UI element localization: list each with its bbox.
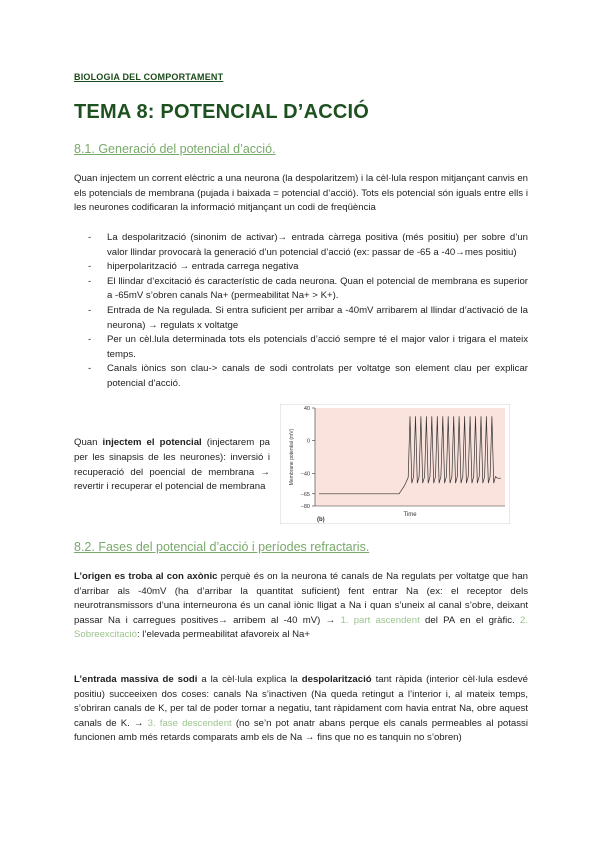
page-title: TEMA 8: POTENCIAL D’ACCIÓ: [74, 101, 370, 123]
origin-paragraph: L’origen es troba al con axònic perquè és on la neurona té canals de Na regulats per voltatge que han d’arribar als -40mV (ha d’arribar la quantitat suficient) fent entrar Na (ex: el receptor dels neurotransmissors d’una interneurona és un canal iònic lligat a Na i quan s’uneix al canal s’obre, deixant passar Na i carregues positives→ arribem al -40 mV) → 1. part ascendent del PA en el gràfic. 2. Sobreexcitació: l’elevada permeabilitat afavoreix al Na+: [74, 571, 529, 641]
y-axis-label: Membrane potential (mV): [289, 428, 295, 486]
y-tick-label: 40: [303, 406, 310, 412]
panel-label: (b): [317, 517, 325, 523]
phase-2-label: 2. Sobreexcitació: [74, 614, 528, 641]
list-item: - La despolarització (sinonim de activar)→ entrada càrrega positiva (més positiu) per sobre d’un valor llindar provocarà la generació d’un potencial d’acció (ex: passar de -65 a -40→mes positiu): [88, 232, 528, 258]
side-note-paragraph: Quan injectem el potencial (injectarem pa per les sinapsis de les neurones): inversió i recuperació del poencial de membrana → revertir i recuperar el potencial de membrana: [74, 437, 270, 493]
list-item: - hiperpolarització → entrada carrega negativa: [88, 261, 299, 273]
y-tick-label: −40: [300, 471, 310, 478]
y-tick-label: −65: [300, 491, 310, 498]
course-header: BIOLOGIA DEL COMPORTAMENT: [74, 72, 224, 82]
phase-3-label: 3. fase descendent: [147, 717, 232, 729]
list-item: - Entrada de Na regulada. Si entra suficient per arribar a -40mV arribarem al llindar d’activació de la neurona) → regulats x voltatge: [88, 304, 528, 331]
action-potential-chart: [280, 404, 510, 524]
y-tick-label: 0: [306, 438, 310, 445]
sodium-paragraph: L’entrada massiva de sodi a la cèl·lula explica la despolarització tant ràpida (interior cèl·lula esdevé positiu) succeeixen dos coses: canals Na s’inactiven (Na queda retingut a l’interior i, al mateix temps, s’obriran canals de K, per tal de poder tornar a negatiu, tant ràpidament com havia entrat Na, obre aquest canals de K. → 3. fase descendent (no se’n pot anatr abans perque els canals permeables al potassi funcionen amb més retards comparats amb els de Na → fins que no es tanquin no s’obren): [74, 674, 528, 744]
list-item: - El llindar d’excitació és característic de cada neurona. Quan el potencial de membrana es superior a -65mV s’obren canals Na+ (permeabilitat Na+ > K+).: [88, 275, 528, 302]
list-item: - Canals iònics son clau-> canals de sodi controlats per voltatge son element clau per explicar potencial d’acció.: [88, 363, 528, 389]
y-tick-label: −80: [300, 504, 310, 510]
list-item: - Per un cèl.lula determinada tots els potencials d’acció sempre té el major valor i trigara el mateix temps.: [88, 334, 528, 360]
x-axis-label: Time: [403, 512, 417, 518]
section-2-heading: 8.2. Fases del potencial d’acció i períodes refractaris.: [74, 540, 370, 554]
phase-1-label: 1. part ascendent: [340, 614, 420, 626]
bullet-list: [74, 231, 528, 392]
intro-paragraph: Quan injectem un corrent elèctric a una neurona (la despolaritzem) i la cèl·lula respon mitjançant canvis en els potencials de membrana (pujada i baixada = potencial d’acció). Tots els potencial són iguals entre ells i les neurones codificaran la informació mitjançant un codi de freqüència: [74, 173, 528, 214]
section-1-heading: 8.1. Generació del potencial d’acció.: [74, 142, 276, 156]
